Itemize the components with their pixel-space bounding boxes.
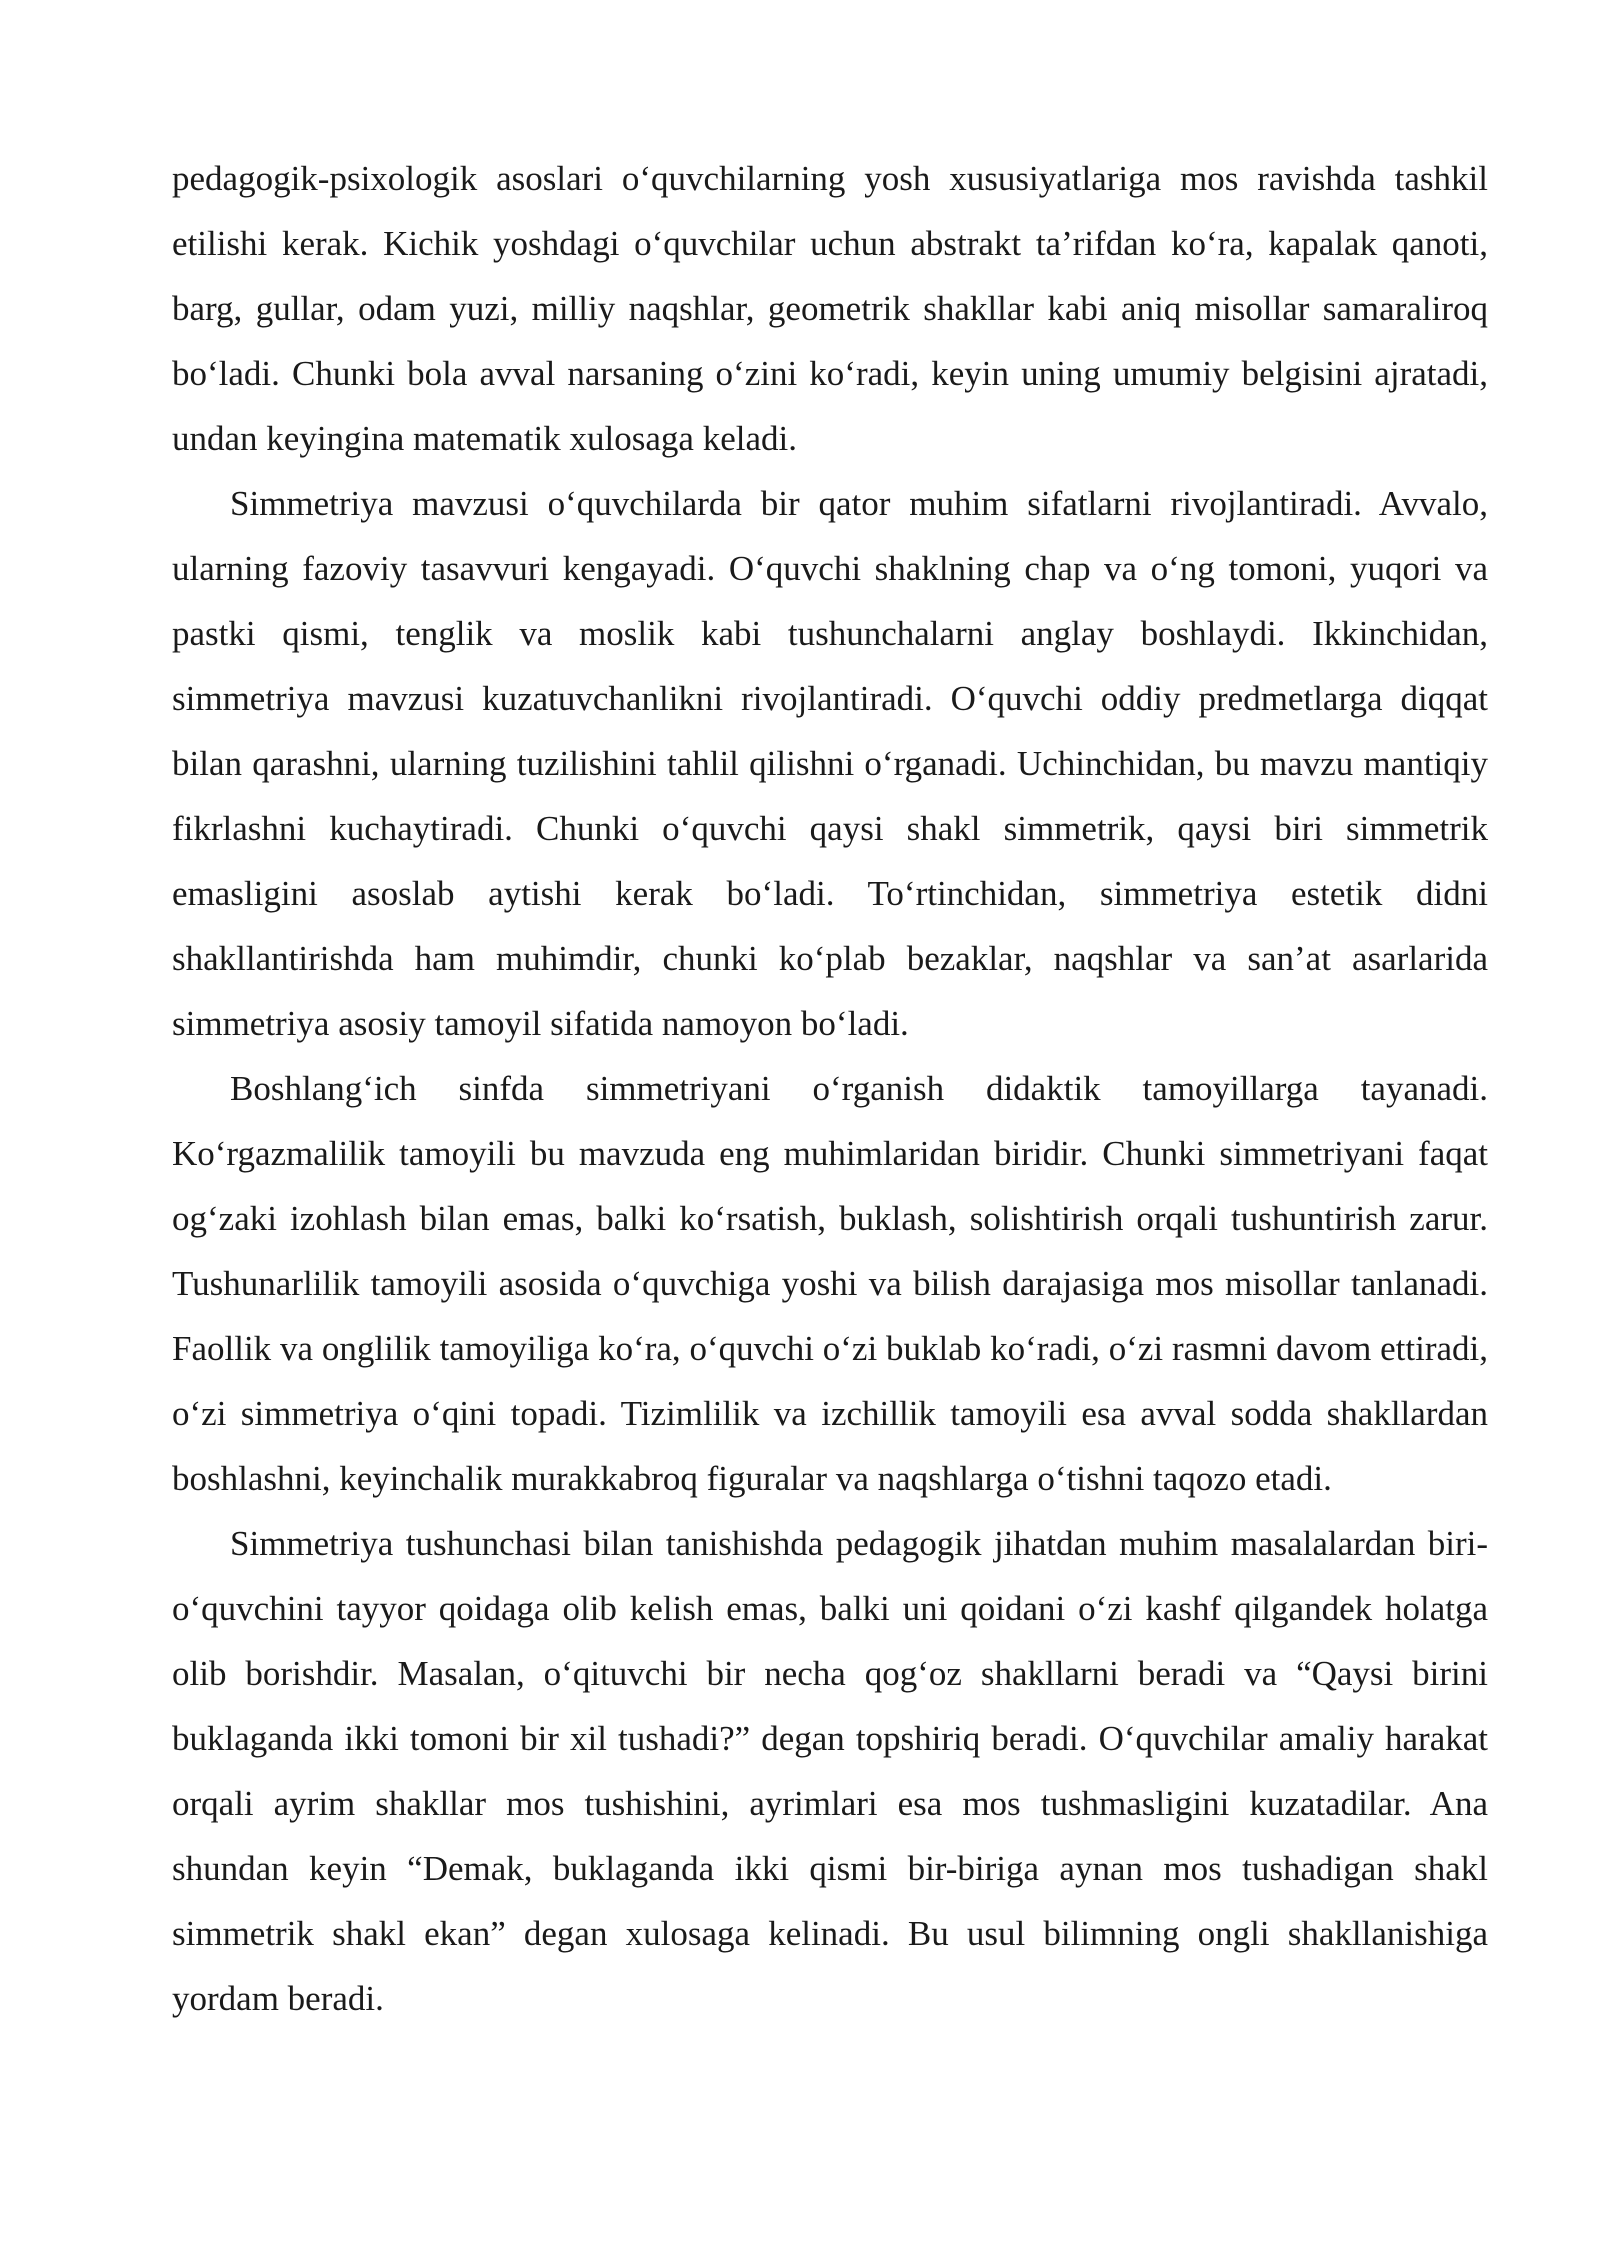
paragraph-symmetry-qualities: Simmetriya mavzusi o‘quvchilarda bir qator muhim sifatlarni rivojlantiradi. Avvalo, ularning fazoviy tasavvuri kengayadi. O‘quvchi shaklning chap va o‘ng tomoni, yuqori va pastki qismi, tenglik va moslik kabi tushunchalarni anglay boshlaydi. Ikkinchidan, simmetriya mavzusi kuzatuvchanlikni rivojlantiradi. O‘quvchi oddiy predmetlarga diqqat bilan qarashni, ularning tuzilishini tahlil qilishni o‘rganadi. Uchinchidan, bu mavzu mantiqiy fikrlashni kuchaytiradi. Chunki o‘quvchi qaysi shakl simmetrik, qaysi biri simmetrik emasligini asoslab aytishi kerak bo‘ladi. To‘rtinchidan, simmetriya estetik didni shakllantirishda ham muhimdir, chunki ko‘plab bezaklar, naqshlar va san’at asarlarida simmetriya asosiy tamoyil sifatida namoyon bo‘ladi. (172, 484, 1488, 1043)
paragraph-continuation: pedagogik-psixologik asoslari o‘quvchilarning yosh xususiyatlariga mos ravishda tashkil etilishi kerak. Kichik yoshdagi o‘quvchilar uchun abstrakt ta’rifdan ko‘ra, kapalak qanoti, barg, gullar, odam yuzi, milliy naqshlar, geometrik shakllar kabi aniq misollar samaraliroq bo‘ladi. Chunki bola avval narsaning o‘zini ko‘radi, keyin uning umumiy belgisini ajratadi, undan keyingina matematik xulosaga keladi. (172, 159, 1488, 458)
body-text (172, 146, 1488, 2031)
paragraph-didactic-principles: Boshlang‘ich sinfda simmetriyani o‘rganish didaktik tamoyillarga tayanadi. Ko‘rgazmalilik tamoyili bu mavzuda eng muhimlaridan biridir. Chunki simmetriyani faqat og‘zaki izohlash bilan emas, balki ko‘rsatish, buklash, solishtirish orqali tushuntirish zarur. Tushunarlilik tamoyili asosida o‘quvchiga yoshi va bilish darajasiga mos misollar tanlanadi. Faollik va onglilik tamoyiliga ko‘ra, o‘quvchi o‘zi buklab ko‘radi, o‘zi rasmni davom ettiradi, o‘zi simmetriya o‘qini topadi. Tizimlilik va izchillik tamoyili esa avval sodda shakllardan boshlashni, keyinchalik murakkabroq figuralar va naqshlarga o‘tishni taqozo etadi. (172, 1069, 1488, 1498)
paragraph-discovery-method: Simmetriya tushunchasi bilan tanishishda pedagogik jihatdan muhim masalalardan biri-o‘quvchini tayyor qoidaga olib kelish emas, balki uni qoidani o‘zi kashf qilgandek holatga olib borishdir. Masalan, o‘qituvchi bir necha qog‘oz shakllarni beradi va “Qaysi birini buklaganda ikki tomoni bir xil tushadi?” degan topshiriq beradi. O‘quvchilar amaliy harakat orqali ayrim shakllar mos tushishini, ayrimlari esa mos tushmasligini kuzatadilar. Ana shundan keyin “Demak, buklaganda ikki qismi bir-biriga aynan mos tushadigan shakl simmetrik shakl ekan” degan xulosaga kelinadi. Bu usul bilimning ongli shakllanishiga yordam beradi. (172, 1524, 1488, 2018)
